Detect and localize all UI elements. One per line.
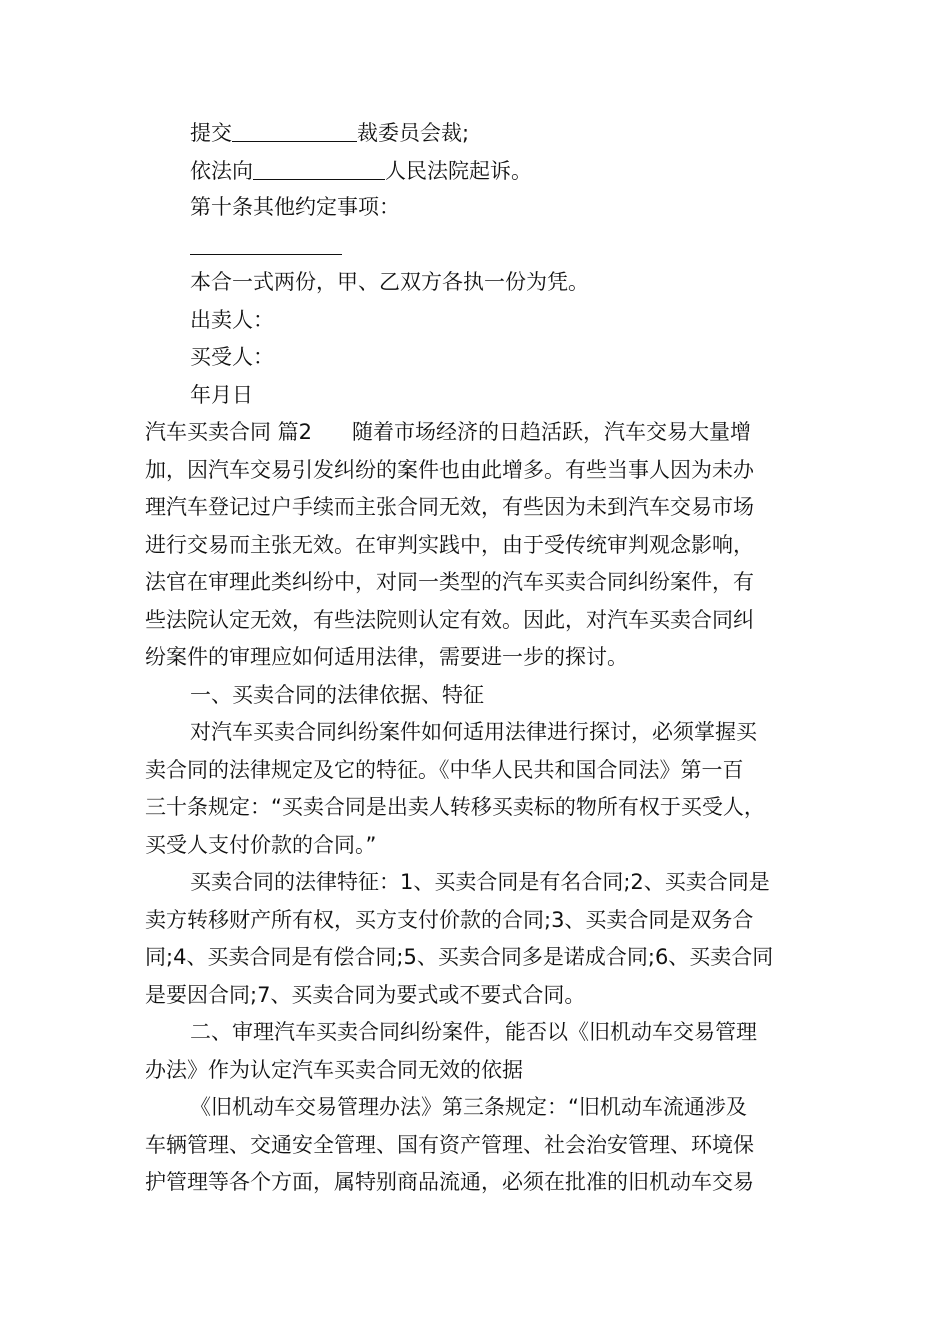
paragraph-line: 买卖合同的法律特征：1、买卖合同是有名合同;2、买卖合同是 [190,870,770,894]
subheading-two-continued: 办法》作为认定汽车买卖合同无效的依据 [145,1057,523,1082]
paragraph-line: 卖合同的法律规定及它的特征。《中华人民共和国合同法》第一百 [145,757,744,782]
paragraph-line: 卖方转移财产所有权，买方支付价款的合同;3、买卖合同是双务合 [145,907,754,932]
paragraph-line: 车辆管理、交通安全管理、国有资产管理、社会治安管理、环境保 [145,1132,754,1157]
lawsuit-line [145,152,810,190]
paragraph-line: 护管理等各个方面，属特别商品流通，必须在批准的旧机动车交易 [145,1170,754,1194]
paragraph-line: 纷案件的审理应如何适用法律，需要进一步的探讨。 [145,645,628,669]
seller-signature-line: 出卖人： [190,307,274,332]
paragraph-line: 进行交易而主张无效。在审判实践中，由于受传统审判观念影响， [145,532,754,557]
paragraph-line: 同;4、买卖合同是有偿合同;5、买卖合同多是诺成合同;6、买卖合同 [145,945,774,969]
paragraph-line: 法官在审理此类纠纷中，对同一类型的汽车买卖合同纠纷案件，有 [145,570,754,594]
paragraph-line: 是要因合同;7、买卖合同为要式或不要式合同。 [145,982,586,1007]
paragraph-line: 对汽车买卖合同纠纷案件如何适用法律进行探讨，必须掌握买 [190,720,757,744]
subheading-two: 二、审理汽车买卖合同纠纷案件，能否以《旧机动车交易管理 [190,1020,757,1044]
buyer-signature-line: 买受人： [190,345,274,369]
text-segment: 随着市场经济的日趋活跃，汽车交易大量增 [352,420,752,444]
paragraph-line: 买受人支付价款的合同。” [145,832,377,857]
paragraph-line: 加，因汽车交易引发纠纷的案件也由此增多。有些当事人因为未办 [145,457,754,482]
text-segment: 提交 [190,121,232,145]
contract-text [145,114,810,1202]
paragraph-line: 些法院认定无效，有些法院则认定有效。因此，对汽车买卖合同纠 [145,607,754,632]
article-ten-line: 第十条其他约定事项： [190,195,400,219]
paragraph-line: 三十条规定：“买卖合同是出卖人转移买卖标的物所有权于买受人， [145,795,765,819]
section-two-heading-line [145,414,810,452]
copies-line: 本合一式两份，甲、乙双方各执一份为凭。 [190,270,589,294]
fill-in-blank [190,229,342,255]
other-matters-blank-line [145,227,810,265]
fill-in-blank [232,116,357,142]
text-segment: 人民法院起诉。 [385,158,532,183]
date-line: 年月日 [190,382,253,407]
subheading-one: 一、买卖合同的法律依据、特征 [190,682,484,707]
paragraph-line: 理汽车登记过户手续而主张合同无效，有些因为未到汽车交易市场 [145,495,754,519]
arbitration-line [145,114,810,152]
paragraph-line: 《旧机动车交易管理办法》第三条规定：“旧机动车流通涉及 [190,1095,747,1119]
fill-in-blank [253,154,385,180]
section-title: 汽车买卖合同 篇2 [145,420,313,444]
text-segment: 裁委员会裁; [357,121,470,145]
text-segment: 依法向 [190,158,253,183]
